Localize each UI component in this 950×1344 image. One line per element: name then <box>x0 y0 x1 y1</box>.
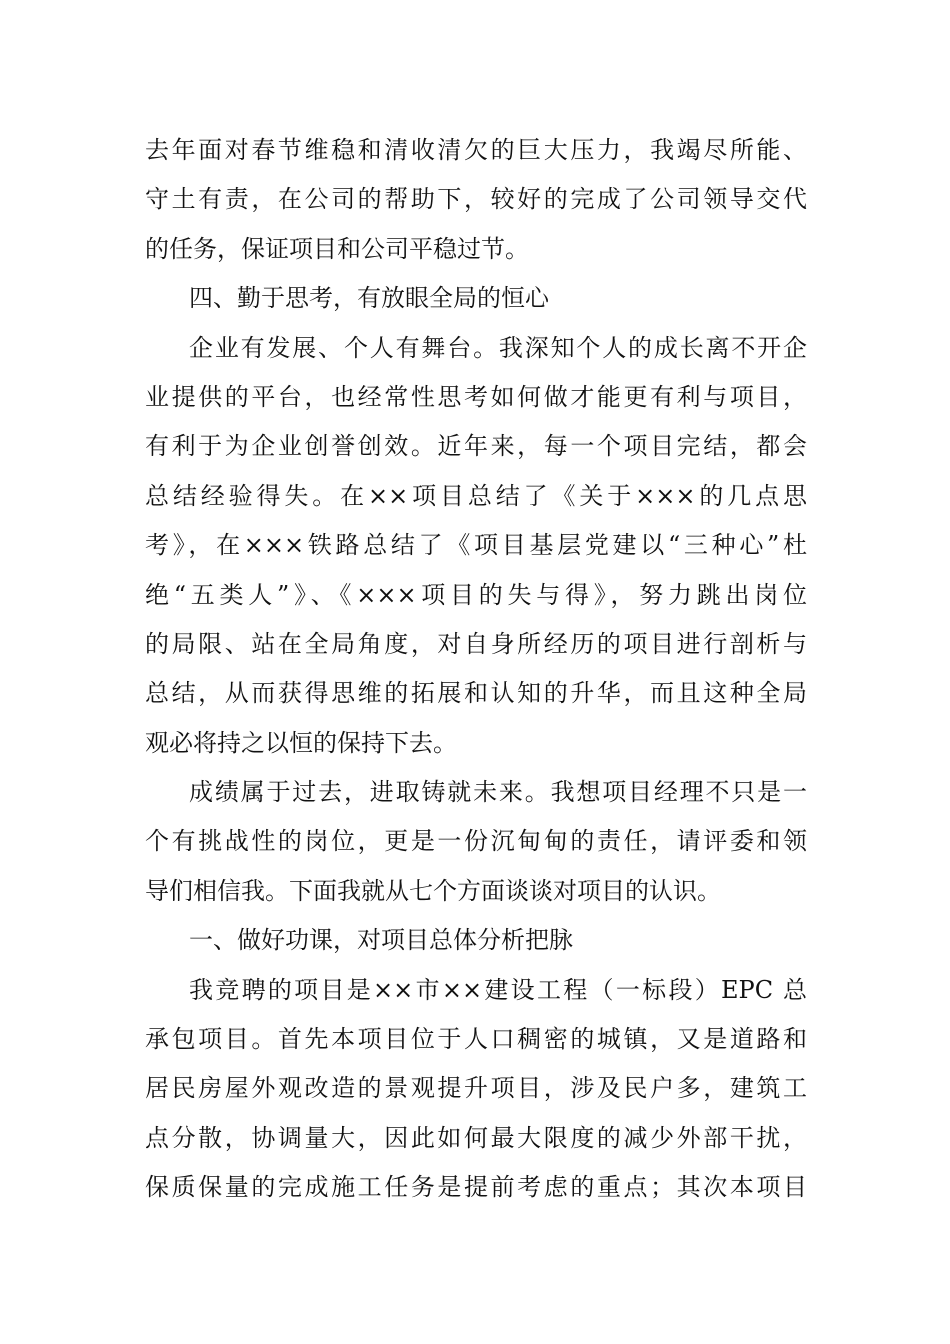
text-line: 成绩属于过去，进取铸就未来。我想项目经理不只是一 <box>189 778 807 807</box>
text-line: 守土有责，在公司的帮助下，较好的完成了公司领导交代 <box>145 185 807 214</box>
text-line: 绝“五类人”》、《×××项目的失与得》，努力跳出岗位 <box>145 580 807 609</box>
document-page <box>145 126 807 1213</box>
text-line: 观必将持之以恒的保持下去。 <box>145 728 457 757</box>
text-line: 导们相信我。下面我就从七个方面谈谈对项目的认识。 <box>145 876 721 905</box>
text-line: 我竞聘的项目是××市××建设工程（一标段）EPC 总 <box>189 975 807 1004</box>
section-heading: 一、做好功课，对项目总体分析把脉 <box>189 926 573 955</box>
text-line: 有利于为企业创誉创效。近年来，每一个项目完结，都会 <box>145 432 807 461</box>
text-line: 的任务，保证项目和公司平稳过节。 <box>145 234 529 263</box>
text-line: 点分散，协调量大，因此如何最大限度的减少外部干扰， <box>145 1123 807 1152</box>
text-line: 个有挑战性的岗位，更是一份沉甸甸的责任，请评委和领 <box>145 827 807 856</box>
text-line: 业提供的平台，也经常性思考如何做才能更有利与项目， <box>145 382 807 411</box>
text-line: 承包项目。首先本项目位于人口稠密的城镇，又是道路和 <box>145 1025 807 1054</box>
text-line: 企业有发展、个人有舞台。我深知个人的成长离不开企 <box>189 333 807 362</box>
text-line: 总结经验得失。在××项目总结了《关于×××的几点思 <box>145 481 807 510</box>
text-line: 去年面对春节维稳和清收清欠的巨大压力，我竭尽所能、 <box>145 136 807 164</box>
text-line: 保质保量的完成施工任务是提前考虑的重点；其次本项目 <box>145 1173 807 1202</box>
text-line: 居民房屋外观改造的景观提升项目，涉及民户多，建筑工 <box>145 1074 807 1103</box>
section-heading: 四、勤于思考，有放眼全局的恒心 <box>189 284 549 313</box>
text-line: 考》，在×××铁路总结了《项目基层党建以“三种心”杜 <box>145 531 807 560</box>
text-line: 的局限、站在全局角度，对自身所经历的项目进行剖析与 <box>145 629 807 658</box>
text-line: 总结，从而获得思维的拓展和认知的升华，而且这种全局 <box>145 679 807 708</box>
